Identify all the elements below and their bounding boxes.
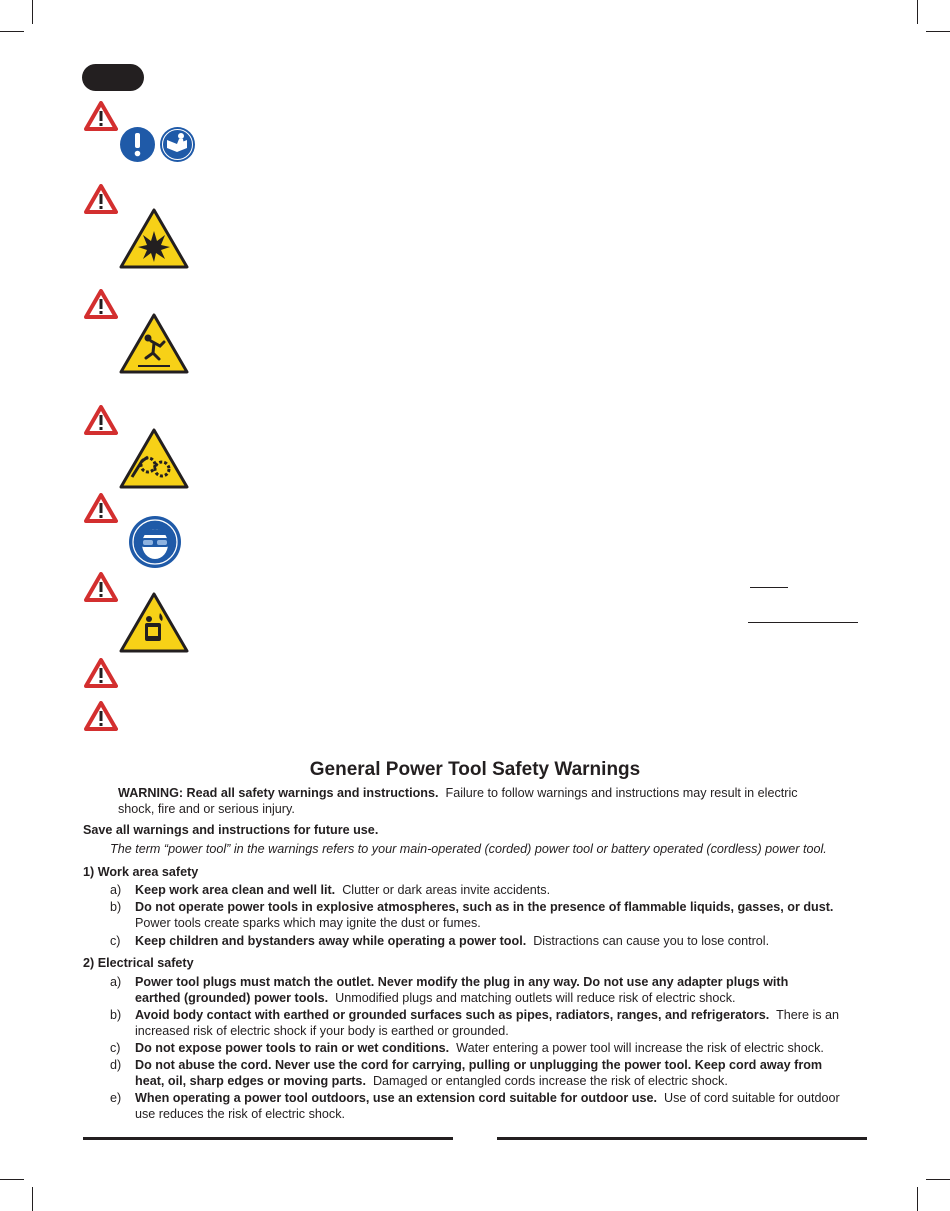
blank-underline [748, 622, 858, 623]
item-bold: Power tool plugs must match the outlet. Never modify the plug in any way. Do not use any adapter plugs with [135, 975, 789, 989]
crop-mark [32, 0, 33, 24]
item-bold: Avoid body contact with earthed or grounded surfaces such as pipes, radiators, ranges, and refrigerators. [135, 1008, 770, 1022]
crop-mark [917, 1187, 918, 1211]
warning-line2: shock, fire and or serious injury. [118, 802, 295, 816]
blank-underline [750, 587, 788, 588]
work-area-heading: 1) Work area safety [83, 865, 199, 879]
warning-triangle-icon [84, 658, 118, 688]
item-label: a) [110, 883, 122, 897]
list-item [135, 933, 769, 950]
item-rest: There is an [776, 1008, 840, 1022]
term-note: The term “power tool” in the warnings refers to your main-operated (corded) power tool or battery operated (cordless) power tool. [110, 842, 827, 856]
crop-mark [926, 1179, 950, 1180]
explosion-hazard-icon [118, 207, 190, 270]
list-item [135, 882, 550, 899]
item-rest: Damaged or entangled cords increase the risk of electric shock. [372, 1074, 728, 1088]
footer-rule [497, 1137, 867, 1140]
item-bold: Keep work area clean and well lit. [135, 883, 336, 897]
item-rest: Use of cord suitable for outdoor [663, 1091, 840, 1105]
item-label: a) [110, 975, 122, 989]
item-line2: use reduces the risk of electric shock. [135, 1107, 345, 1121]
electrical-heading: 2) Electrical safety [83, 956, 194, 970]
item-bold: earthed (grounded) power tools. [135, 991, 329, 1005]
section-title: General Power Tool Safety Warnings [309, 759, 641, 780]
footer-rule [83, 1137, 453, 1140]
save-note: Save all warnings and instructions for future use. [83, 823, 379, 837]
item-line2: Power tools create sparks which may ignite the dust or fumes. [135, 916, 481, 930]
item-label: c) [110, 934, 121, 948]
item-bold: Do not abuse the cord. Never use the cord for carrying, pulling or unplugging the power tool. Keep cord away from [135, 1058, 823, 1072]
list-item [135, 1073, 728, 1090]
language-tab [82, 64, 144, 91]
item-bold: Do not operate power tools in explosive atmospheres, such as in the presence of flammable liquids, gasses, or dust. [135, 900, 834, 914]
item-rest: Distractions can cause you to lose control. [533, 934, 770, 948]
item-rest: Clutter or dark areas invite accidents. [342, 883, 551, 897]
warning-triangle-icon [84, 493, 118, 523]
warning-rest: Failure to follow warnings and instructions may result in electric [445, 786, 798, 800]
item-label: d) [110, 1058, 122, 1072]
item-label: e) [110, 1091, 122, 1105]
crop-mark [917, 0, 918, 24]
crop-mark [0, 31, 24, 32]
list-item [135, 1007, 839, 1024]
warning-triangle-icon [84, 701, 118, 731]
item-bold: Do not expose power tools to rain or wet conditions. [135, 1041, 450, 1055]
entanglement-hazard-icon [118, 427, 190, 490]
mandatory-action-icon [119, 126, 156, 163]
warning-statement [118, 785, 878, 802]
warning-triangle-icon [84, 405, 118, 435]
item-bold: Keep children and bystanders away while operating a power tool. [135, 934, 527, 948]
warning-triangle-icon [84, 184, 118, 214]
item-rest: Water entering a power tool will increase the risk of electric shock. [456, 1041, 824, 1055]
item-line2: increased risk of electric shock if your body is earthed or grounded. [135, 1024, 509, 1038]
list-item [135, 1090, 840, 1107]
fire-hazard-icon [118, 591, 190, 654]
item-label: c) [110, 1041, 121, 1055]
warning-triangle-icon [84, 572, 118, 602]
crop-mark [0, 1179, 24, 1180]
warning-triangle-icon [84, 101, 118, 131]
fall-hazard-icon [118, 312, 190, 375]
wear-eye-protection-icon [128, 515, 182, 569]
list-item [135, 1040, 824, 1057]
crop-mark [32, 1187, 33, 1211]
warning-triangle-icon [84, 289, 118, 319]
list-item [135, 990, 736, 1007]
item-bold: When operating a power tool outdoors, use an extension cord suitable for outdoor use. [135, 1091, 657, 1105]
crop-mark [926, 31, 950, 32]
item-rest: Unmodified plugs and matching outlets will reduce risk of electric shock. [335, 991, 736, 1005]
read-manual-icon [159, 126, 196, 163]
item-label: b) [110, 900, 122, 914]
item-bold: heat, oil, sharp edges or moving parts. [135, 1074, 366, 1088]
item-label: b) [110, 1008, 122, 1022]
warning-bold: WARNING: Read all safety warnings and instructions. [118, 786, 439, 800]
